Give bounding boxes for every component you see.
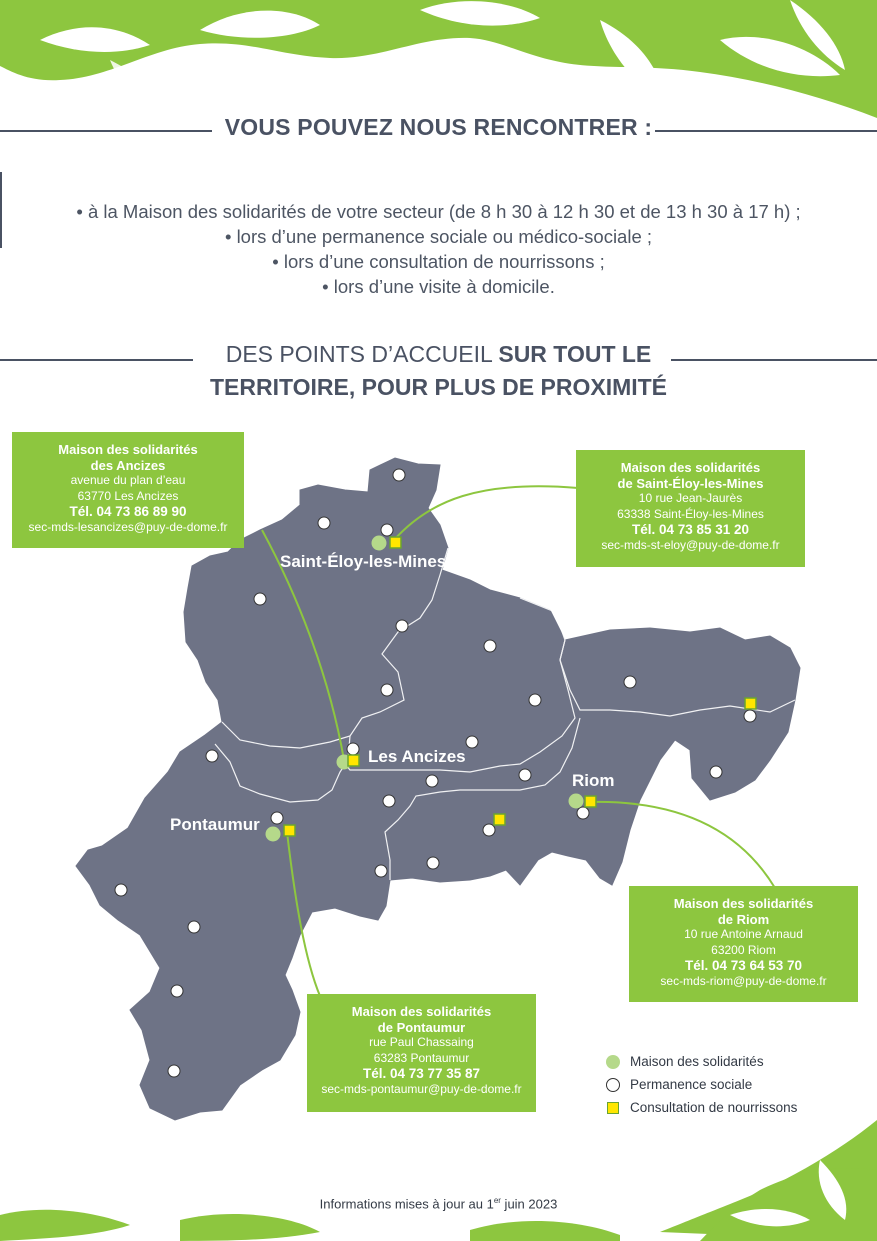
heading2-rule-right xyxy=(671,359,877,361)
bullet-visite: • lors d’une visite à domicile. xyxy=(322,276,555,297)
permanence-marker xyxy=(381,524,393,536)
permanence-marker xyxy=(188,921,200,933)
legend-permanence-label: Permanence sociale xyxy=(630,1077,753,1092)
permanence-marker xyxy=(710,766,722,778)
permanence-marker xyxy=(427,857,439,869)
permanence-marker xyxy=(347,743,359,755)
permanence-marker xyxy=(426,775,438,787)
bullet-maison: • à la Maison des solidarités de votre secteur (de 8 h 30 à 12 h 30 et de 13 h 30 à 17 h) ; xyxy=(76,201,801,222)
update-footer: Informations mises à jour au 1er juin 2023 xyxy=(319,1196,558,1212)
permanence-marker xyxy=(393,469,405,481)
email-saint-eloy[interactable]: sec-mds-st-eloy@puy-de-dome.fr xyxy=(601,537,780,552)
label-saint-eloy: Saint-Éloy-les-Mines xyxy=(280,552,447,571)
permanence-marker xyxy=(254,593,266,605)
permanence-marker xyxy=(529,694,541,706)
label-riom: Riom xyxy=(572,771,615,790)
email-pontaumur[interactable]: sec-mds-pontaumur@puy-de-dome.fr xyxy=(321,1081,522,1096)
permanence-marker xyxy=(115,884,127,896)
leaf-decoration-bottom xyxy=(0,1120,877,1241)
permanence-marker xyxy=(483,824,495,836)
legend-consultation-icon xyxy=(607,1102,619,1114)
maison-marker-riom xyxy=(569,794,584,809)
meet-heading: VOUS POUVEZ NOUS RENCONTRER : xyxy=(224,114,653,140)
office-box-riom: Maison des solidarités de Riom 10 rue Antoine Arnaud 63200 Riom Tél. 04 73 64 53 70 sec-mds-riom@puy-de-dome.fr xyxy=(629,886,858,1002)
points-heading: DES POINTS D’ACCUEIL SUR TOUT LE TERRITOIRE, POUR PLUS DE PROXIMITÉ xyxy=(209,341,668,400)
permanence-marker xyxy=(171,985,183,997)
consultation-marker xyxy=(390,537,401,548)
permanence-marker xyxy=(396,620,408,632)
permanence-marker xyxy=(624,676,636,688)
consultation-marker xyxy=(745,698,756,709)
legend-permanence-icon xyxy=(606,1078,620,1092)
legend-maison-label: Maison des solidarités xyxy=(630,1054,764,1069)
meeting-options-list xyxy=(0,199,877,299)
email-ancizes[interactable]: sec-mds-lesancizes@puy-de-dome.fr xyxy=(28,519,228,534)
bullet-permanence: • lors d’une permanence sociale ou médico-sociale ; xyxy=(224,226,653,247)
maison-marker-saint-eloy xyxy=(372,536,387,551)
bullet-consultation: • lors d’une consultation de nourrissons ; xyxy=(272,251,605,272)
permanence-marker xyxy=(383,795,395,807)
map-legend xyxy=(606,1050,797,1119)
legend-consultation-label: Consultation de nourrissons xyxy=(630,1100,798,1115)
heading2-rule-left xyxy=(0,359,193,361)
consultation-marker xyxy=(494,814,505,825)
permanence-marker xyxy=(484,640,496,652)
leaf-decoration-top xyxy=(0,0,877,125)
office-box-saint-eloy: Maison des solidarités de Saint-Éloy-les-Mines 10 rue Jean-Jaurès 63338 Saint-Éloy-les-Mines Tél. 04 73 85 31 20 sec-mds-st-eloy@puy-de-dome.fr xyxy=(576,450,805,567)
label-les-ancizes: Les Ancizes xyxy=(368,747,466,766)
permanence-marker xyxy=(519,769,531,781)
permanence-marker xyxy=(744,710,756,722)
office-box-ancizes: Maison des solidarités des Ancizes avenue du plan d’eau 63770 Les Ancizes Tél. 04 73 86 89 90 sec-mds-lesancizes@puy-de-dome.fr xyxy=(12,432,244,548)
email-riom[interactable]: sec-mds-riom@puy-de-dome.fr xyxy=(660,973,827,988)
permanence-marker xyxy=(577,807,589,819)
permanence-marker xyxy=(375,865,387,877)
permanence-marker xyxy=(381,684,393,696)
consultation-marker xyxy=(585,796,596,807)
permanence-marker xyxy=(318,517,330,529)
permanence-marker xyxy=(271,812,283,824)
maison-marker-pontaumur xyxy=(266,827,281,842)
consultation-marker xyxy=(284,825,295,836)
permanence-marker xyxy=(168,1065,180,1077)
office-box-pontaumur: Maison des solidarités de Pontaumur rue Paul Chassaing 63283 Pontaumur Tél. 04 73 77 35 87 sec-mds-pontaumur@puy-de-dome.fr xyxy=(307,994,536,1112)
consultation-marker xyxy=(348,755,359,766)
permanence-marker xyxy=(466,736,478,748)
legend-maison-icon xyxy=(606,1055,620,1069)
label-pontaumur: Pontaumur xyxy=(170,815,260,834)
permanence-marker xyxy=(206,750,218,762)
